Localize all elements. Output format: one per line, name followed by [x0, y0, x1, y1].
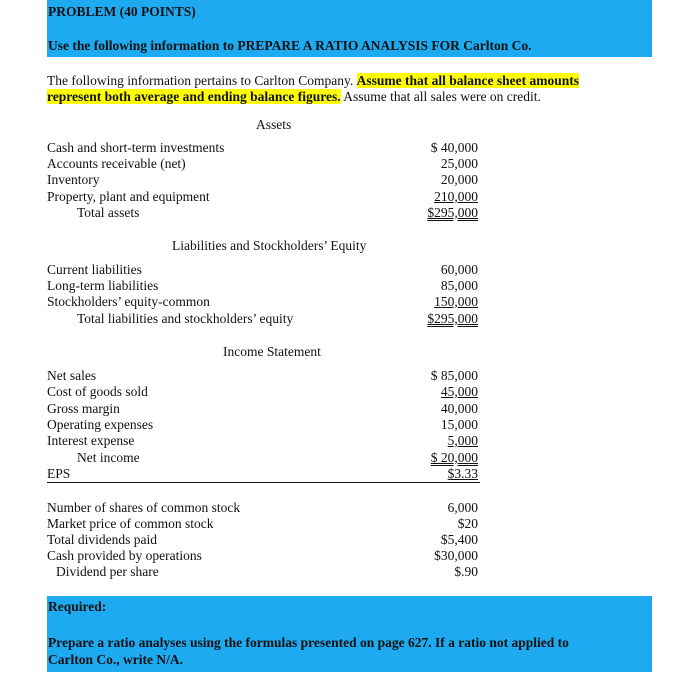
income-value-3: 15,000: [440, 417, 478, 432]
income-label-5: Net income: [77, 450, 140, 465]
other-label-2: Total dividends paid: [47, 532, 158, 547]
required-title: Required:: [48, 599, 107, 614]
other-label-1: Market price of common stock: [47, 516, 214, 531]
instruction-text: Use the following information to PREPARE A RATIO ANALYSIS FOR Carlton Co.: [48, 38, 532, 53]
liab-label-2: Stockholders’ equity-common: [47, 294, 210, 309]
assets-value-1: 25,000: [440, 156, 478, 171]
intro-part1: The following information pertains to Carlton Company.: [47, 73, 354, 88]
assets-label-4: Total assets: [77, 205, 140, 220]
income-label-6: EPS: [47, 466, 71, 481]
income-value-0: $ 85,000: [430, 368, 478, 383]
income-value-4: 5,000: [447, 433, 478, 448]
required-text-1: Prepare a ratio analyses using the formulas presented on page 627. If a ratio not applied to: [48, 635, 569, 650]
assets-label-0: Cash and short-term investments: [47, 140, 225, 155]
assets-label-1: Accounts receivable (net): [47, 156, 186, 171]
income-label-0: Net sales: [47, 368, 97, 383]
liab-value-3: $295,000: [427, 311, 478, 326]
assets-label-3: Property, plant and equipment: [47, 189, 210, 204]
assets-value-2: 20,000: [440, 172, 478, 187]
other-value-1: $20: [457, 516, 478, 531]
income-heading: Income Statement: [223, 344, 321, 359]
income-label-2: Gross margin: [47, 401, 120, 416]
assets-label-2: Inventory: [47, 172, 100, 187]
assets-value-4: $295,000: [427, 205, 478, 220]
assets-value-3: 210,000: [434, 189, 478, 204]
intro-part2: Assume that all sales were on credit.: [343, 89, 541, 104]
other-label-4: Dividend per share: [56, 564, 159, 579]
intro-line-1: [47, 73, 579, 89]
intro-highlight-1: Assume that all balance sheet amounts: [356, 73, 579, 88]
other-value-3: $30,000: [434, 548, 478, 563]
eps-divider: [47, 482, 480, 483]
liab-label-1: Long-term liabilities: [47, 278, 159, 293]
other-label-0: Number of shares of common stock: [47, 500, 241, 515]
liab-value-0: 60,000: [440, 262, 478, 277]
income-value-6: $3.33: [447, 466, 478, 481]
liabilities-heading: Liabilities and Stockholders’ Equity: [172, 238, 367, 253]
problem-title: PROBLEM (40 POINTS): [48, 4, 196, 19]
liab-value-1: 85,000: [440, 278, 478, 293]
liab-label-0: Current liabilities: [47, 262, 142, 277]
income-value-2: 40,000: [440, 401, 478, 416]
liab-value-2: 150,000: [434, 294, 478, 309]
liab-label-3: Total liabilities and stockholders’ equity: [77, 311, 294, 326]
intro-line-2: [47, 89, 541, 105]
income-label-4: Interest expense: [47, 433, 135, 448]
assets-value-0: $ 40,000: [430, 140, 478, 155]
income-label-3: Operating expenses: [47, 417, 154, 432]
intro-highlight-2: represent both average and ending balance figures.: [47, 89, 341, 104]
income-value-5: $ 20,000: [430, 450, 478, 465]
other-value-2: $5,400: [440, 532, 478, 547]
other-value-0: 6,000: [447, 500, 478, 515]
assets-heading: Assets: [256, 117, 292, 132]
other-label-3: Cash provided by operations: [47, 548, 202, 563]
income-label-1: Cost of goods sold: [47, 384, 148, 399]
other-value-4: $.90: [454, 564, 478, 579]
income-value-1: 45,000: [440, 384, 478, 399]
required-text-2: Carlton Co., write N/A.: [48, 652, 183, 667]
